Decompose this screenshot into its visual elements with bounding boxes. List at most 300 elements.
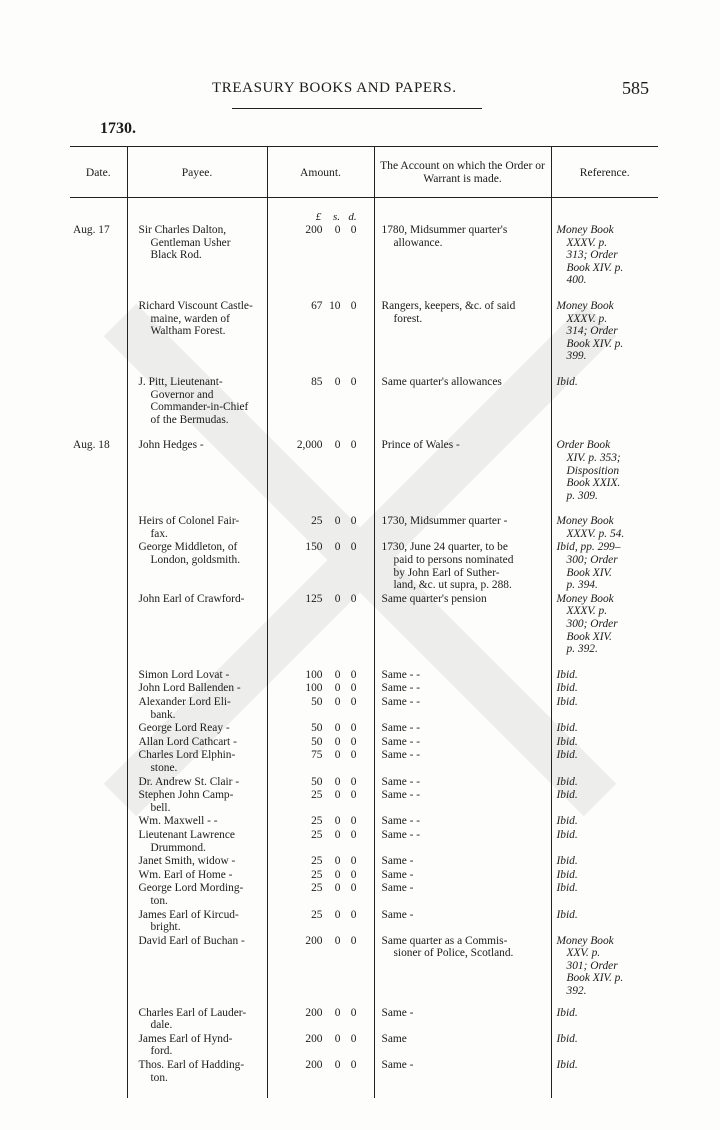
row-amount [267, 287, 374, 363]
row-date [70, 1032, 127, 1058]
reference-line: Ibid. [556, 696, 578, 708]
amount-pounds: 25 [311, 515, 323, 528]
table-header-row [70, 147, 658, 198]
table-row [70, 681, 658, 695]
row-payee [127, 592, 267, 656]
row-reference [551, 748, 658, 774]
row-account [374, 721, 551, 735]
amount-pounds: 100 [305, 682, 323, 695]
amount-pence: 0 [350, 668, 357, 681]
table-row [70, 828, 658, 854]
amount-pounds: 200 [305, 224, 323, 236]
row-payee [127, 287, 267, 363]
table-row [70, 695, 658, 721]
row-date [70, 854, 127, 868]
payee-line: David Earl of Buchan - [138, 934, 245, 947]
amount-pounds: 25 [311, 855, 323, 868]
header-divider [232, 108, 482, 109]
row-reference [551, 828, 658, 854]
amount-pounds: 50 [311, 722, 323, 735]
treasury-ledger-table [70, 146, 658, 1098]
amount-pounds: 75 [311, 749, 323, 762]
reference-line: Order Book [556, 439, 611, 452]
row-payee [127, 735, 267, 749]
row-amount [267, 1032, 374, 1058]
table-row [70, 814, 658, 828]
table-row [70, 748, 658, 774]
row-reference [551, 695, 658, 721]
amount-shillings: 0 [334, 696, 341, 708]
payee-line: dale. [150, 1019, 173, 1032]
account-line: 1780, Midsummer quarter's [381, 224, 508, 236]
account-line: Same - [381, 1006, 414, 1019]
payee-line: stone. [150, 761, 178, 774]
amount-pounds: 67 [311, 299, 323, 312]
account-line: Same - - [381, 815, 421, 828]
row-reference [551, 868, 658, 882]
table-row [70, 998, 658, 1032]
reference-line: 300; Order [566, 554, 618, 567]
row-reference [551, 775, 658, 789]
account-line: by John Earl of Suther- [393, 566, 500, 579]
amount-shillings: 0 [334, 682, 341, 695]
row-account [374, 656, 551, 682]
row-date [70, 788, 127, 814]
row-payee [127, 681, 267, 695]
row-amount [267, 502, 374, 540]
header-reference: Reference. [551, 147, 658, 198]
amount-pounds: 150 [305, 541, 323, 554]
amount-shillings: 0 [334, 815, 341, 828]
payee-line: John Hedges - [138, 439, 204, 452]
row-payee [127, 828, 267, 854]
amount-shillings: 10 [329, 299, 341, 312]
table-row [70, 721, 658, 735]
row-payee [127, 426, 267, 502]
reference-line: XIV. p. 353; [566, 451, 621, 464]
amount-pounds: 200 [305, 1059, 323, 1072]
amount-pence: 0 [350, 299, 357, 312]
payee-line: Janet Smith, widow - [138, 855, 236, 868]
account-line: Same quarter's pension [381, 592, 487, 605]
payee-line: Commander-in-Chief [150, 401, 249, 414]
amount-shillings: 0 [334, 855, 341, 868]
row-amount [267, 1058, 374, 1098]
table-row [70, 775, 658, 789]
payee-line: James Earl of Kircud- [138, 908, 239, 921]
amount-shillings: 0 [334, 668, 341, 681]
row-payee [127, 223, 267, 287]
account-line: Same - - [381, 789, 421, 802]
table-row [70, 287, 658, 363]
payee-line: Wm. Maxwell - - [138, 815, 218, 828]
reference-line: Book XIV. [566, 566, 612, 579]
unit-pounds: £ [315, 211, 322, 223]
amount-pounds: 125 [305, 592, 323, 605]
reference-line: XXXV. p. [566, 312, 608, 325]
row-payee [127, 656, 267, 682]
payee-line: J. Pitt, Lieutenant- [138, 375, 223, 388]
payee-line: Alexander Lord Eli- [138, 696, 231, 708]
row-amount [267, 656, 374, 682]
payee-line: George Lord Mording- [138, 882, 244, 895]
amount-shillings: 0 [334, 908, 341, 921]
account-line: forest. [393, 312, 423, 325]
table-row [70, 788, 658, 814]
account-line: Same - - [381, 682, 421, 695]
row-payee [127, 721, 267, 735]
payee-line: George Middleton, of [138, 541, 238, 554]
units-row [70, 198, 658, 224]
amount-pounds: 25 [311, 789, 323, 802]
row-account [374, 748, 551, 774]
row-date [70, 748, 127, 774]
table-row [70, 934, 658, 998]
account-line: Same - [381, 908, 414, 921]
table-row [70, 540, 658, 591]
amount-shillings: 0 [334, 541, 341, 554]
amount-pence: 0 [350, 515, 357, 528]
amount-shillings: 0 [334, 1032, 341, 1045]
table-row [70, 881, 658, 907]
row-amount [267, 735, 374, 749]
row-reference [551, 1032, 658, 1058]
row-account [374, 998, 551, 1032]
amount-shillings: 0 [334, 828, 341, 841]
row-payee [127, 695, 267, 721]
row-payee [127, 775, 267, 789]
unit-pence: d. [348, 211, 357, 223]
row-payee [127, 854, 267, 868]
payee-line: Gentleman Usher [150, 236, 231, 249]
row-payee [127, 1032, 267, 1058]
row-account [374, 540, 551, 591]
amount-shillings: 0 [334, 1006, 341, 1019]
row-account [374, 868, 551, 882]
reference-line: p. 392. [566, 643, 598, 656]
row-amount [267, 748, 374, 774]
account-line: 1730, June 24 quarter, to be [381, 541, 508, 554]
reference-line: XXXV. p. 54. [566, 527, 625, 540]
amount-pence: 0 [350, 592, 357, 605]
reference-line: 313; Order [566, 249, 618, 262]
table-row [70, 656, 658, 682]
payee-line: Dr. Andrew St. Clair - [138, 775, 240, 788]
year-heading: 1730. [100, 120, 136, 137]
payee-line: John Earl of Crawford- [138, 592, 245, 605]
row-account [374, 1032, 551, 1058]
reference-line: Ibid. [556, 789, 578, 802]
row-account [374, 502, 551, 540]
reference-line: Ibid. [556, 815, 578, 828]
amount-pence: 0 [350, 541, 357, 554]
payee-line: Richard Viscount Castle- [138, 299, 253, 312]
amount-shillings: 0 [334, 749, 341, 762]
payee-line: London, goldsmith. [150, 554, 241, 567]
payee-line: Charles Earl of Lauder- [138, 1006, 247, 1019]
amount-pence: 0 [350, 696, 357, 708]
row-account [374, 223, 551, 287]
payee-line: Heirs of Colonel Fair- [138, 515, 240, 528]
payee-line: Drummond. [150, 841, 206, 854]
payee-line: of the Bermudas. [150, 413, 229, 426]
account-line: Same - - [381, 828, 421, 841]
amount-pounds: 25 [311, 868, 323, 881]
row-amount [267, 363, 374, 426]
amount-shillings: 0 [334, 882, 341, 895]
row-reference [551, 592, 658, 656]
amount-pounds: 25 [311, 882, 323, 895]
row-reference [551, 735, 658, 749]
row-reference [551, 223, 658, 287]
row-date: Aug. 17 [73, 224, 110, 236]
payee-line: Sir Charles Dalton, [138, 224, 227, 236]
row-account [374, 1058, 551, 1098]
account-line: Same [381, 1032, 407, 1045]
row-reference [551, 881, 658, 907]
amount-shillings: 0 [334, 868, 341, 881]
row-payee [127, 908, 267, 934]
row-date [70, 934, 127, 998]
table-row [70, 223, 658, 287]
account-line: Same - - [381, 696, 421, 708]
row-payee [127, 814, 267, 828]
reference-line: Ibid. [556, 828, 578, 841]
reference-line: Money Book [556, 224, 614, 236]
reference-line: Book XIV. p. [566, 261, 624, 274]
amount-shillings: 0 [334, 775, 341, 788]
amount-pence: 0 [350, 722, 357, 735]
row-date [70, 540, 127, 591]
row-date [70, 592, 127, 656]
row-payee [127, 748, 267, 774]
row-date [70, 721, 127, 735]
amount-pence: 0 [350, 375, 357, 388]
row-account [374, 735, 551, 749]
account-line: Same - - [381, 668, 421, 681]
payee-line: bank. [150, 708, 176, 721]
payee-line: fax. [150, 527, 168, 540]
reference-line: Ibid, pp. 299– [556, 541, 621, 554]
row-payee [127, 934, 267, 998]
row-amount [267, 788, 374, 814]
table-row [70, 592, 658, 656]
row-reference [551, 814, 658, 828]
reference-line: Money Book [556, 934, 614, 947]
reference-line: Ibid. [556, 1059, 578, 1072]
reference-line: Ibid. [556, 735, 578, 748]
reference-line: Book XIV. p. [566, 972, 624, 985]
payee-line: Governor and [150, 388, 214, 401]
account-line: land, &c. ut supra, p. 288. [393, 579, 512, 592]
row-amount [267, 775, 374, 789]
payee-line: bright. [150, 921, 181, 934]
row-date: Aug. 18 [73, 439, 110, 452]
row-payee [127, 788, 267, 814]
row-account [374, 681, 551, 695]
account-line: Same - - [381, 735, 421, 748]
account-line: Same - - [381, 775, 421, 788]
row-amount [267, 868, 374, 882]
row-date [70, 735, 127, 749]
reference-line: Book XXIX. [566, 477, 621, 490]
reference-line: 399. [566, 350, 587, 363]
row-reference [551, 681, 658, 695]
row-account [374, 828, 551, 854]
reference-line: Ibid. [556, 1006, 578, 1019]
amount-shillings: 0 [334, 592, 341, 605]
reference-line: 400. [566, 274, 587, 287]
currency-units [273, 212, 369, 223]
table-row [70, 1058, 658, 1098]
row-reference [551, 1058, 658, 1098]
amount-pounds: 200 [305, 934, 323, 947]
table-row [70, 908, 658, 934]
amount-shillings: 0 [334, 789, 341, 802]
row-amount [267, 934, 374, 998]
row-amount [267, 721, 374, 735]
row-payee [127, 502, 267, 540]
amount-pence: 0 [350, 934, 357, 947]
amount-pence: 0 [350, 749, 357, 762]
row-amount [267, 223, 374, 287]
payee-line: ton. [150, 894, 168, 907]
reference-line: 314; Order [566, 325, 618, 338]
amount-pence: 0 [350, 735, 357, 748]
row-date [70, 656, 127, 682]
row-amount [267, 814, 374, 828]
account-line: 1730, Midsummer quarter - [381, 515, 508, 528]
row-payee [127, 868, 267, 882]
payee-line: Wm. Earl of Home - [138, 868, 233, 881]
row-reference [551, 934, 658, 998]
row-date [70, 1058, 127, 1098]
table-row [70, 735, 658, 749]
reference-line: Ibid. [556, 882, 578, 895]
account-line: Same quarter as a Commis- [381, 934, 508, 947]
payee-line: maine, warden of [150, 312, 230, 325]
row-amount [267, 695, 374, 721]
table-row [70, 426, 658, 502]
reference-line: Ibid. [556, 775, 578, 788]
row-amount [267, 828, 374, 854]
reference-line: 392. [566, 985, 587, 998]
amount-shillings: 0 [334, 735, 341, 748]
account-line: Same - - [381, 722, 421, 735]
amount-pounds: 200 [305, 1006, 323, 1019]
row-reference [551, 287, 658, 363]
row-reference [551, 908, 658, 934]
payee-line: Stephen John Camp- [138, 789, 234, 802]
amount-pence: 0 [350, 789, 357, 802]
amount-pence: 0 [350, 1032, 357, 1045]
reference-line: XXXV. p. [566, 605, 608, 618]
amount-pence: 0 [350, 439, 357, 452]
row-reference [551, 854, 658, 868]
row-account [374, 854, 551, 868]
amount-pence: 0 [350, 815, 357, 828]
reference-line: Money Book [556, 299, 614, 312]
reference-line: Ibid. [556, 855, 578, 868]
amount-pence: 0 [350, 828, 357, 841]
amount-shillings: 0 [334, 722, 341, 735]
row-date [70, 908, 127, 934]
row-reference [551, 788, 658, 814]
payee-line: ton. [150, 1071, 168, 1084]
running-header: TREASURY BOOKS AND PAPERS. [212, 80, 457, 96]
amount-pounds: 50 [311, 775, 323, 788]
reference-line: Ibid. [556, 1032, 578, 1045]
row-reference [551, 502, 658, 540]
account-line: Same - - [381, 749, 421, 762]
reference-line: 301; Order [566, 959, 618, 972]
payee-line: Simon Lord Lovat - [138, 668, 230, 681]
payee-line: James Earl of Hynd- [138, 1032, 233, 1045]
row-account [374, 814, 551, 828]
amount-shillings: 0 [334, 439, 341, 452]
reference-line: Ibid. [556, 375, 578, 388]
reference-line: Ibid. [556, 868, 578, 881]
row-account [374, 908, 551, 934]
payee-line: bell. [150, 801, 171, 814]
row-amount [267, 426, 374, 502]
amount-pence: 0 [350, 868, 357, 881]
reference-line: Book XIV. [566, 630, 612, 643]
row-payee [127, 1058, 267, 1098]
row-account [374, 695, 551, 721]
table-row [70, 363, 658, 426]
row-reference [551, 426, 658, 502]
account-line: Same - [381, 1059, 414, 1072]
row-account [374, 788, 551, 814]
amount-pounds: 85 [311, 375, 323, 388]
row-date [70, 814, 127, 828]
amount-pence: 0 [350, 224, 357, 236]
row-reference [551, 656, 658, 682]
amount-pounds: 100 [305, 668, 323, 681]
table-row [70, 868, 658, 882]
row-amount [267, 681, 374, 695]
row-account [374, 592, 551, 656]
account-line: Prince of Wales - [381, 439, 460, 452]
reference-line: 300; Order [566, 618, 618, 631]
row-reference [551, 540, 658, 591]
account-line: paid to persons nominated [393, 554, 514, 567]
payee-line: Charles Lord Elphin- [138, 749, 236, 762]
row-account [374, 934, 551, 998]
account-line: Same - [381, 882, 414, 895]
amount-pounds: 25 [311, 828, 323, 841]
reference-line: Book XIV. p. [566, 337, 624, 350]
row-payee [127, 540, 267, 591]
amount-pounds: 50 [311, 735, 323, 748]
reference-line: p. 309. [566, 489, 598, 502]
row-date [70, 998, 127, 1032]
account-line: allowance. [393, 236, 443, 249]
row-date [70, 363, 127, 426]
reference-line: Disposition [566, 464, 620, 477]
row-date [70, 681, 127, 695]
reference-line: Ibid. [556, 682, 578, 695]
row-reference [551, 721, 658, 735]
unit-shillings: s. [332, 211, 341, 223]
row-date [70, 287, 127, 363]
amount-pence: 0 [350, 855, 357, 868]
row-account [374, 775, 551, 789]
amount-shillings: 0 [334, 515, 341, 528]
row-amount [267, 854, 374, 868]
reference-line: Money Book [556, 515, 614, 528]
